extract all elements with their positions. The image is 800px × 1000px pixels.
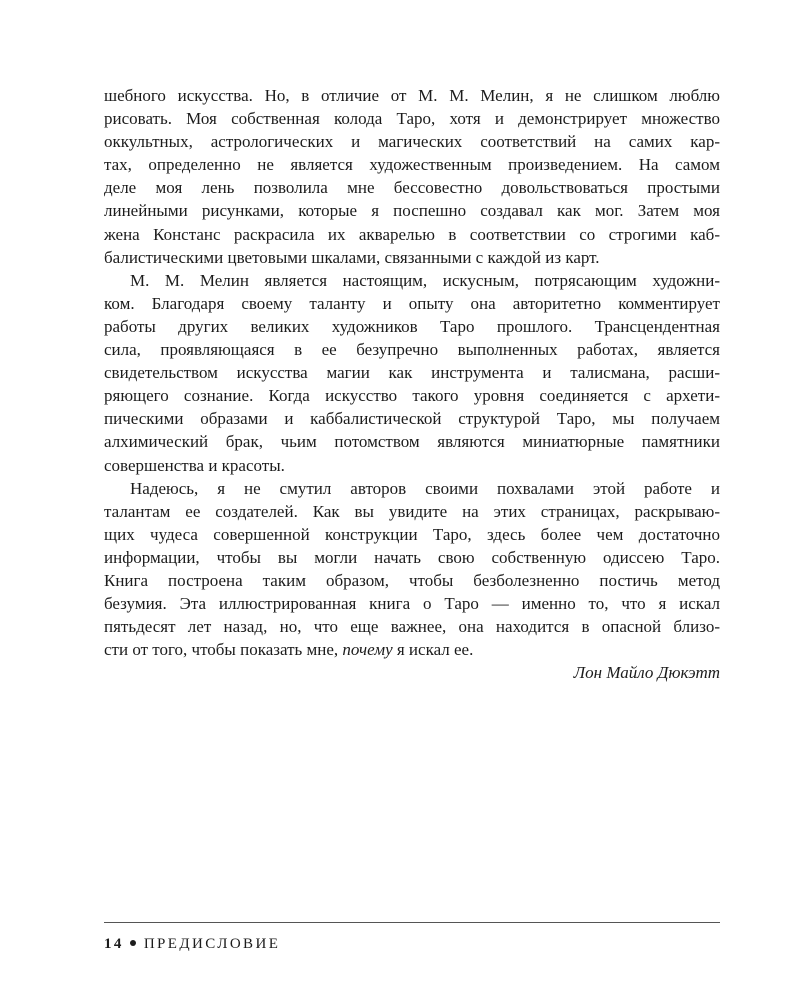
author-signature: Лон Майло Дюкэтт [573,663,720,683]
text-line: пическими образами и каббалистической структурой Таро, мы получаем [104,409,720,429]
text-line: свидетельством искусства магии как инструмента и талисмана, расши- [104,363,720,383]
text-line: информации, чтобы вы могли начать свою собственную одиссею Таро. [104,547,720,567]
section-title: ПРЕДИСЛОВИЕ [143,936,281,952]
paragraph-1 [104,84,720,269]
text-line: ком. Благодаря своему таланту и опыту она авторитетно комментирует [104,293,720,313]
footer-divider [104,922,720,923]
text-line: М. М. Мелин является настоящим, искусным, потрясающим художни- [130,270,720,290]
text-line: пятьдесят лет назад, но, что еще важнее, она находится в опасной близо- [104,617,720,637]
bullet-separator-icon [130,940,136,946]
emphasis-text: почему [342,640,393,660]
text-line: сила, проявляющаяся в ее безупречно выполненных работах, является [104,340,720,360]
text-line: ряющего сознание. Когда искусство такого уровня соединяется с архети- [104,386,720,406]
text-line: талантам ее создателей. Как вы увидите на этих страницах, раскрываю- [104,501,720,521]
text-line: балистическими цветовыми шкалами, связанными с каждой из карт. [104,247,600,267]
text-line: деле моя лень позволила мне бессовестно довольствоваться простыми [104,178,720,198]
text-line: работы других великих художников Таро прошлого. Трансцендентная [104,316,720,336]
text-line [104,638,720,661]
paragraph-3 [104,477,720,662]
text-line: жена Констанс раскрасила их акварелью в соответствии со строгими каб- [104,224,720,244]
text-line: шебного искусства. Но, в отличие от М. М. Мелин, я не слишком люблю [104,86,720,105]
text-line: Книга построена таким образом, чтобы безболезненно постичь метод [104,570,720,590]
text-line: Надеюсь, я не смутил авторов своими похвалами этой работе и [130,478,720,498]
text-line: безумия. Эта иллюстрированная книга о Таро — именно то, что я искал [104,594,720,614]
text-fragment: сти от того, чтобы показать мне, [104,640,343,660]
text-line: линейными рисунками, которые я поспешно создавал как мог. Затем моя [104,201,720,221]
text-line: тах, определенно не является художественным произведением. На самом [104,155,720,175]
page-body [104,84,720,684]
text-line: щих чудеса совершенной конструкции Таро, здесь более чем достаточно [104,524,720,544]
text-line: совершенства и красоты. [104,455,285,475]
text-line: алхимический брак, чьим потомством являются миниатюрные памятники [104,432,720,452]
page-number: 14 [104,936,124,952]
paragraph-2 [104,269,720,477]
text-line: рисовать. Моя собственная колода Таро, хотя и демонстрирует множество [104,109,720,129]
text-fragment: я искал ее. [392,640,474,660]
text-line: оккультных, астрологических и магических соответствий на самих кар- [104,132,720,152]
page-footer [104,934,280,954]
